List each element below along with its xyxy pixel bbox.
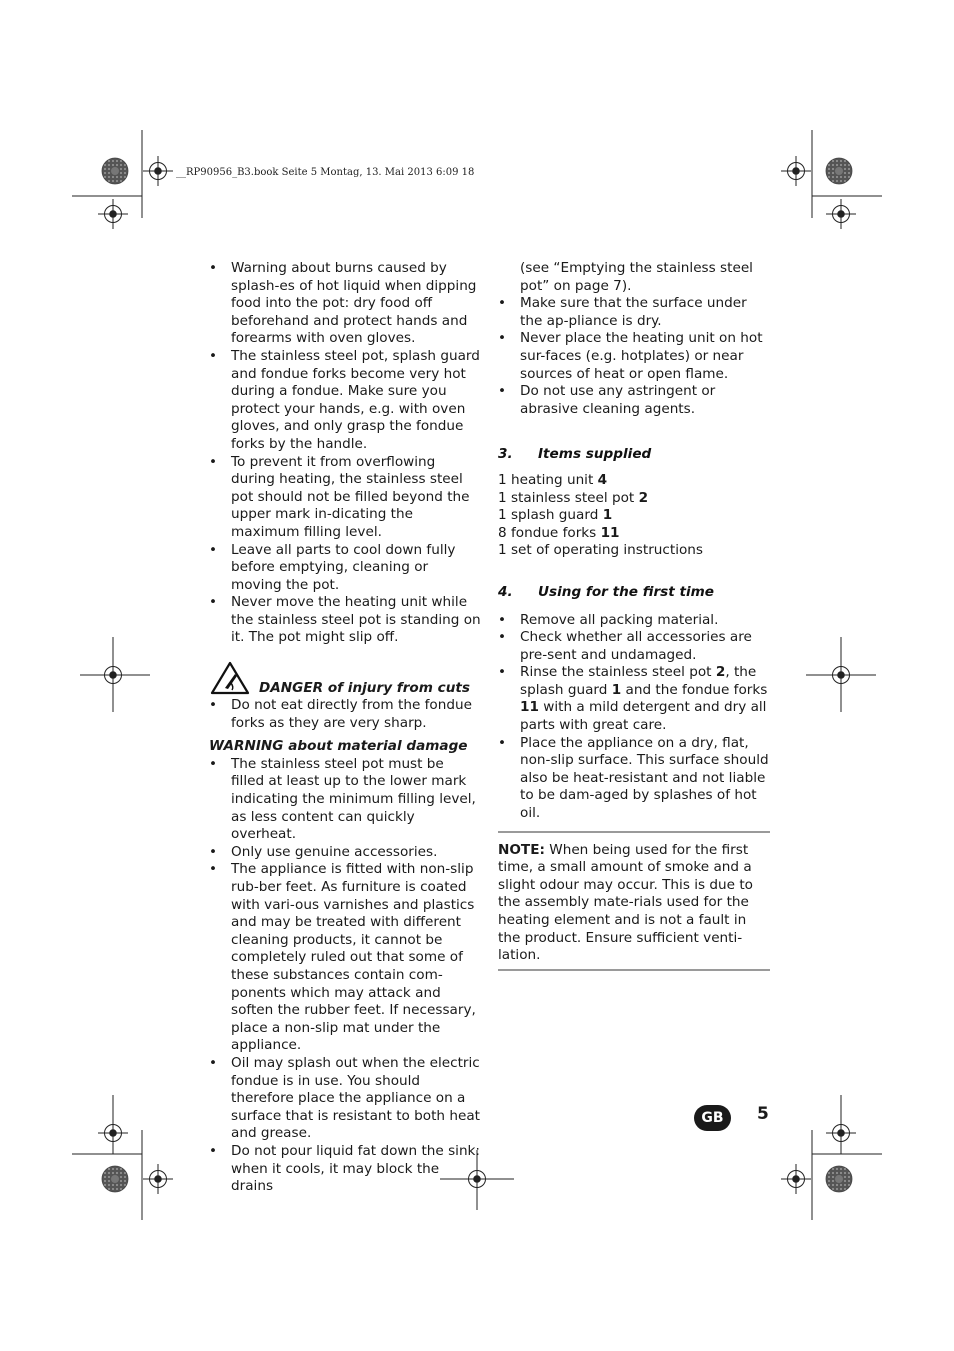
list-item: • The stainless steel pot, splash guard and fondue forks become very hot during a fondue. Make sure you protect your hands, e.g. with oven gloves, and only grasp the fondue forks by the handle.	[209, 348, 481, 454]
supply-item	[498, 490, 770, 508]
note-label: NOTE:	[498, 841, 545, 858]
list-item: • Warning about burns caused by splash-es of hot liquid when dipping food into the pot: dry food off beforehand and protect hands and forearms with oven gloves.	[209, 260, 481, 348]
rinse-text: Rinse the stainless steel pot	[520, 664, 716, 681]
supply-item-text: 8 fondue forks	[498, 524, 597, 541]
section-heading-first-use	[498, 584, 770, 602]
registration-mark-top-right	[781, 130, 882, 229]
part-ref: 11	[520, 699, 539, 716]
supply-item	[498, 525, 770, 543]
supply-item	[498, 507, 770, 525]
list-item: • Leave all parts to cool down fully before emptying, cleaning or moving the pot.	[209, 542, 481, 595]
section-number: 3.	[498, 446, 513, 463]
section-title: Items supplied	[538, 446, 652, 463]
supply-item-text: 1 heating unit	[498, 471, 594, 488]
warning-title: WARNING about material damage	[209, 738, 468, 755]
right-column	[498, 260, 770, 971]
list-item: • Oil may splash out when the electric fondue is in use. You should therefore place the appliance on a surface that is resistant to both heat and grease.	[209, 1055, 481, 1143]
supply-item	[498, 542, 770, 560]
danger-list	[209, 697, 481, 732]
list-item: • To prevent it from overflowing during heating, the stainless steel pot should not be filled beyond the upper mark in-dicating the maximum filling level.	[209, 454, 481, 542]
list-item: • Remove all packing material.	[498, 612, 770, 630]
warning-triangle-icon	[210, 661, 250, 695]
list-item: • The appliance is fitted with non-slip rub-ber feet. As furniture is coated with vari-ous varnishes and plastics and may be treated with different cleaning products, it cannot be completely ruled out that some of these substances contain com-ponents which may attack and soften the rubber feet. If necessary, place a non-slip mat under the appliance.	[209, 861, 481, 1055]
supply-item-ref: 1	[602, 507, 613, 524]
continued-text: (see “Emptying the stainless steel pot” on page 7).	[520, 260, 753, 294]
list-item: • Make sure that the surface under the ap-pliance is dry.	[498, 295, 770, 330]
list-item: • Never move the heating unit while the stainless steel pot is standing on it. The pot might slip off.	[209, 594, 481, 647]
rinse-text: with a mild detergent and dry all parts with great care.	[520, 699, 767, 734]
page-number: 5	[757, 1104, 769, 1124]
supply-item-text: 1 splash guard	[498, 507, 599, 524]
rinse-text: and the fondue forks	[621, 681, 768, 698]
danger-title: DANGER of injury from cuts	[259, 680, 470, 697]
section-heading-items-supplied	[498, 446, 770, 464]
danger-heading	[209, 661, 481, 697]
list-item: • Never place the heating unit on hot sur-faces (e.g. hotplates) or near sources of heat or open flame.	[498, 330, 770, 383]
note-text: When being used for the first time, a small amount of smoke and a slight odour may occur. This is due to the assembly mate-rials used for the heating element and is not a fault in the product. Ensure sufficient venti-lation.	[498, 841, 753, 964]
list-item: • Do not pour liquid fat down the sink: when it cools, it may block the drains	[209, 1143, 481, 1196]
list-item: • Check whether all accessories are pre-sent and undamaged.	[498, 629, 770, 664]
registration-mark-mid-right	[806, 637, 876, 712]
supply-item-ref: 4	[597, 471, 608, 488]
registration-mark-bottom-right	[781, 1095, 882, 1220]
warning-list	[209, 756, 481, 1196]
safety-list	[209, 260, 481, 647]
list-item: • Do not eat directly from the fondue forks as they are very sharp.	[209, 697, 481, 732]
part-ref: 2	[715, 664, 726, 681]
first-use-list	[498, 612, 770, 823]
supply-item-ref: 2	[638, 489, 649, 506]
section-number: 4.	[498, 583, 513, 600]
note-box	[498, 831, 770, 971]
supply-item	[498, 472, 770, 490]
safety-list-continued	[498, 295, 770, 418]
language-badge: GB	[694, 1105, 731, 1131]
list-item	[498, 664, 770, 734]
left-column	[209, 260, 481, 1196]
rinse-text: , the splash guard	[520, 664, 757, 698]
supply-item-text: 1 set of operating instructions	[498, 542, 703, 559]
supply-item-ref: 11	[600, 524, 620, 541]
print-header: __RP90956_B3.book Seite 5 Montag, 13. Mai 2013 6:09 18	[176, 167, 475, 178]
section-title: Using for the first time	[538, 583, 715, 600]
list-item: • Only use genuine accessories.	[209, 844, 481, 862]
part-ref: 1	[611, 681, 622, 698]
registration-mark-mid-left	[80, 637, 150, 712]
registration-mark-bottom-left	[72, 1095, 173, 1220]
list-item: • Place the appliance on a dry, flat, non-slip surface. This surface should also be heat-resistant and not liable to be dam-aged by splashes of hot oil.	[498, 735, 770, 823]
supply-item-text: 1 stainless steel pot	[498, 489, 635, 506]
list-item: • The stainless steel pot must be filled at least up to the lower mark indicating the minimum filling level, as less content can quickly overheat.	[209, 756, 481, 844]
registration-mark-top-left	[72, 130, 173, 229]
items-supplied-list	[498, 472, 770, 560]
list-item: • Do not use any astringent or abrasive cleaning agents.	[498, 383, 770, 418]
